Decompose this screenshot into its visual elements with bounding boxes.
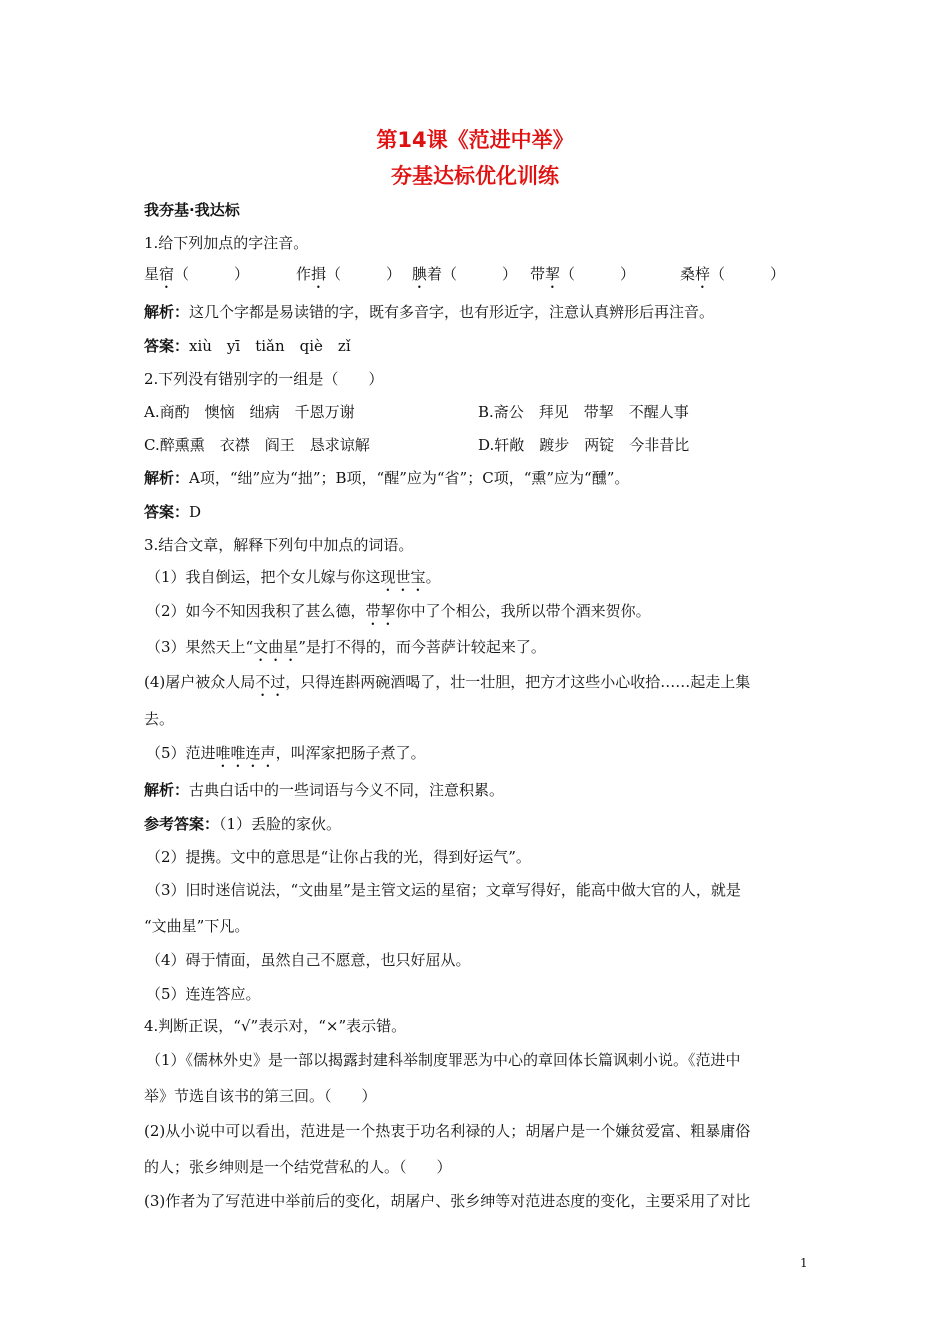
- lesson-title: 第14课《范进中举》: [376, 128, 574, 152]
- q3-ref-5: （5）连连答应。: [146, 985, 261, 1003]
- q3-reference-answer: 参考答案：（1）丢脸的家伙。: [144, 815, 342, 833]
- q3-sentence-5: （5）范进唯唯连声，叫浑家把肠子煮了。: [146, 744, 426, 762]
- q3-sentence-4: (4)屠户被众人局不过，只得连斟两碗酒喝了，壮一壮胆，把方才这些小心收拾……起走上集: [144, 673, 751, 691]
- lesson-subtitle: 夯基达标优化训练: [391, 164, 559, 188]
- q1-answer: 答案：xiù yī tiǎn qiè zǐ: [144, 337, 351, 355]
- q2-option-d: D.轩敞 踱步 两锭 今非昔比: [478, 436, 690, 454]
- q4-stem: 4.判断正误，“√”表示对，“×”表示错。: [144, 1017, 407, 1035]
- q2-option-c: C.醉熏熏 衣襟 阎王 恳求谅解: [144, 436, 370, 454]
- q2-answer: 答案：D: [144, 503, 202, 521]
- q3-ref-2: （2）提携。文中的意思是“让你占我的光，得到好运气”。: [146, 848, 531, 866]
- q1-stem: 1.给下列加点的字注音。: [144, 234, 309, 252]
- q1-item-4: 带挈（ ）: [530, 265, 636, 283]
- q3-ref-3: （3）旧时迷信说法，“文曲星”是主管文运的星宿；文章写得好，能高中做大官的人，就是: [146, 881, 741, 899]
- q1-analysis: 解析：这几个字都是易读错的字，既有多音字，也有形近字，注意认真辨形后再注音。: [144, 303, 715, 321]
- q2-option-b: B.斋公 拜见 带挈 不醒人事: [478, 403, 689, 421]
- q1-item-5: 桑梓（ ）: [680, 265, 786, 283]
- q2-stem: 2.下列没有错别字的一组是（ ）: [144, 370, 384, 388]
- q3-sentence-1: （1）我自倒运，把个女儿嫁与你这现世宝。: [146, 568, 441, 586]
- q4-statement-2: (2)从小说中可以看出，范进是一个热衷于功名利禄的人；胡屠户是一个嫌贫爱富、粗暴庸俗: [144, 1122, 751, 1140]
- q1-item-3: 腆着（ ）: [412, 265, 518, 283]
- q3-analysis: 解析：古典白话中的一些词语与今义不同，注意积累。: [144, 781, 505, 799]
- q3-sentence-3: （3）果然天上“文曲星”是打不得的，而今菩萨计较起来了。: [146, 638, 546, 656]
- q4-statement-2-cont: 的人；张乡绅则是一个结党营私的人。（ ）: [144, 1158, 452, 1176]
- q3-sentence-4-cont: 去。: [144, 710, 175, 728]
- q3-ref-3-cont: “文曲星”下凡。: [144, 917, 250, 935]
- q1-item-2: 作揖（ ）: [296, 265, 402, 283]
- page-number: 1: [800, 1256, 808, 1270]
- q2-analysis: 解析：A项，“绌”应为“拙”；B项，“醒”应为“省”；C项，“熏”应为“醺”。: [144, 469, 630, 487]
- q4-statement-3: (3)作者为了写范进中举前后的变化，胡屠户、张乡绅等对范进态度的变化，主要采用了对比: [144, 1192, 751, 1210]
- q2-options-row2: [144, 435, 804, 455]
- q4-statement-1-cont: 举》节选自该书的第三回。（ ）: [144, 1087, 377, 1105]
- q3-sentence-2: （2）如今不知因我积了甚么德，带挈你中了个相公，我所以带个酒来贺你。: [146, 602, 651, 620]
- q3-ref-4: （4）碍于情面，虽然自己不愿意，也只好屈从。: [146, 951, 471, 969]
- q4-statement-1: （1）《儒林外史》是一部以揭露封建科举制度罪恶为中心的章回体长篇讽刺小说。《范进中: [146, 1051, 741, 1069]
- q3-stem: 3.结合文章，解释下列句中加点的词语。: [144, 536, 414, 554]
- section-heading: 我夯基·我达标: [144, 201, 240, 219]
- q2-options-row1: [144, 402, 804, 422]
- q2-option-a: A.商酌 懊恼 绌病 千恩万谢: [144, 403, 355, 421]
- q1-item-1: 星宿（ ）: [144, 265, 250, 283]
